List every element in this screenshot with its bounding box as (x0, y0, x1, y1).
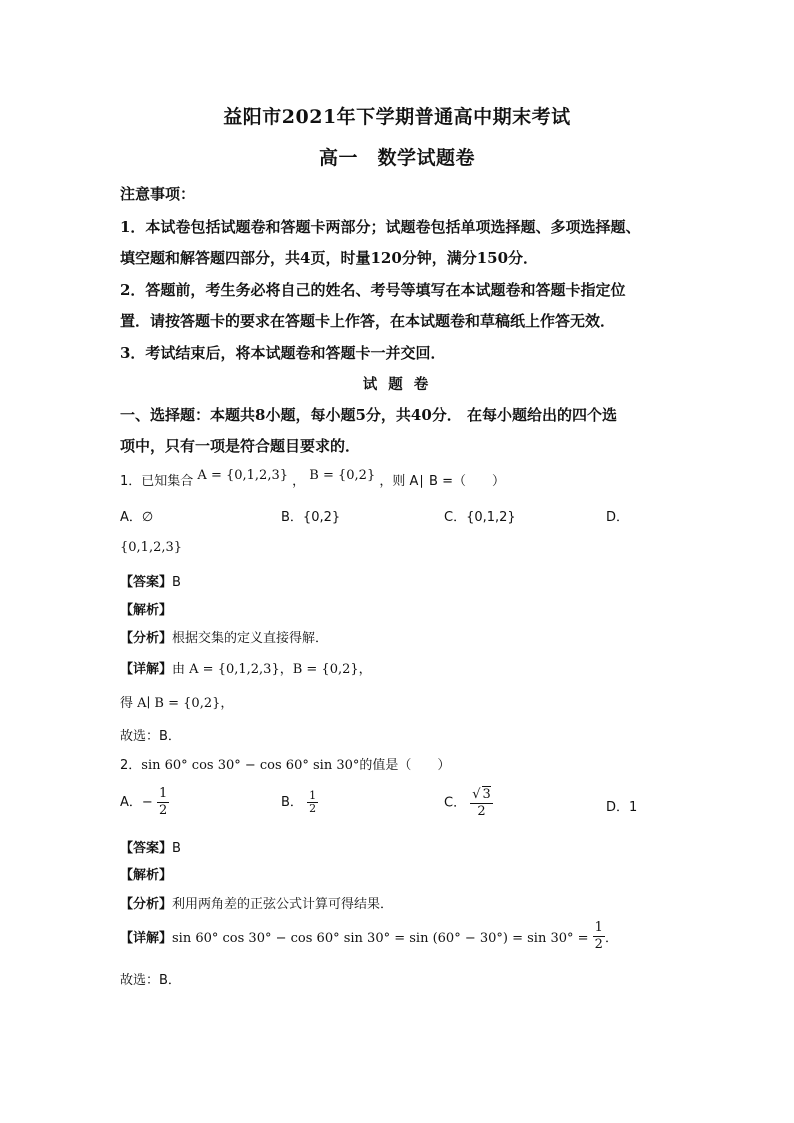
q1-sep: ， (292, 474, 306, 489)
q2-option-a-label: A．− (120, 795, 153, 810)
q2-answer-value: B (172, 841, 181, 856)
q2-detail-end: ． (604, 931, 618, 946)
q2-option-b-label: B． (281, 795, 303, 810)
q1-option-b: B．{0,2} (281, 510, 341, 525)
q1-detail (120, 658, 372, 677)
q1-answer (120, 571, 181, 590)
q2-option-c-num: √ 3 (472, 787, 491, 802)
q1-tail: ，则 A∣ B =（ ） (379, 474, 505, 489)
notes-line-3: 2．答题前，考生务必将自己的姓名、考号等填写在本试题卷和答题卡指定位 (120, 281, 626, 299)
q1-option-c: C．{0,1,2} (444, 510, 516, 525)
q2-detail-label: 【详解】 (120, 931, 173, 946)
notes-line-1: 1．本试卷包括试题卷和答题卡两部分；试题卷包括单项选择题、多项选择题、 (120, 218, 641, 236)
q2-analysis-label: 【解析】 (120, 868, 173, 883)
q1-detail-label: 【详解】 (120, 662, 173, 677)
q1-set-a: A = {0,1,2,3} (197, 468, 288, 483)
q1-option-d-value: {0,1,2,3} (120, 540, 183, 555)
q2-prefix: 2． (120, 758, 142, 773)
q2-option-a-num: 1 (158, 786, 168, 801)
notes-line-4: 置．请按答题卡的要求在答题卡上作答，在本试题卷和草稿纸上作答无效． (120, 312, 616, 330)
q2-fenxi (120, 893, 393, 912)
page-title: 益阳市2021年下学期普通高中期末考试 (223, 106, 571, 128)
q1-answer-label: 【答案】 (120, 575, 173, 590)
q1-prefix: 1．已知集合 (120, 474, 194, 489)
q2-tail: 的值是（ ） (359, 758, 451, 773)
q2-option-b (281, 790, 318, 815)
section-label: 试 题 卷 (362, 376, 432, 393)
q2-option-c-radicand: 3 (482, 787, 491, 802)
notes-line-2: 填空题和解答题四部分，共4页，时量120分钟，满分150分． (120, 249, 539, 267)
q2-option-c-den: 2 (470, 803, 493, 820)
q2-option-d: D．1 (606, 800, 638, 815)
q1-set-b: B = {0,2} (309, 468, 376, 483)
q2-conclusion: 故选：B． (120, 973, 181, 988)
q1-fenxi-text: 根据交集的定义直接得解． (172, 631, 329, 646)
q2-option-b-fraction (307, 790, 318, 815)
page-subtitle: 高一 数学试题卷 (318, 147, 475, 169)
q2-detail (120, 922, 618, 955)
q2-option-a-fraction (157, 786, 169, 819)
q1-detail-2: 得 A∣ B = {0,2}， (120, 696, 234, 711)
section-heading-line-2: 项中，只有一项是符合题目要求的． (120, 437, 361, 455)
q2-answer (120, 837, 181, 856)
notes-line-5: 3．考试结束后，将本试题卷和答题卡一并交回． (120, 344, 446, 362)
q2-option-c-label: C． (444, 795, 467, 811)
section-heading-line-1: 一、选择题：本题共8小题，每小题5分，共40分． 在每小题给出的四个选 (120, 406, 617, 424)
q1-fenxi (120, 627, 328, 646)
q1-answer-value: B (172, 575, 181, 590)
question-2-stem (120, 754, 450, 773)
q2-option-c-fraction (470, 786, 493, 820)
q2-option-b-den: 2 (309, 802, 317, 815)
q2-option-c (444, 786, 493, 820)
q2-fenxi-text: 利用两角差的正弦公式计算可得结果． (172, 897, 394, 912)
q1-conclusion: 故选：B． (120, 729, 181, 744)
q2-option-b-num: 1 (309, 789, 317, 802)
notes-heading: 注意事项： (120, 185, 196, 203)
q2-detail-num: 1 (594, 920, 603, 935)
q1-analysis-label: 【解析】 (120, 603, 173, 618)
q1-option-d: D． (606, 510, 630, 525)
q2-answer-label: 【答案】 (120, 841, 173, 856)
q1-detail-text: 由 A = {0,1,2,3}，B = {0,2}， (172, 662, 372, 677)
q2-expression: sin 60° cos 30° − cos 60° sin 30° (141, 758, 360, 773)
question-1-stem (120, 470, 505, 489)
q2-option-a (120, 786, 169, 819)
q1-option-a: A．∅ (120, 510, 154, 525)
q2-fenxi-label: 【分析】 (120, 897, 173, 912)
q2-detail-text: sin 60° cos 30° − cos 60° sin 30° = sin (60° − 30°) = sin 30° = (172, 931, 589, 946)
q2-detail-den: 2 (594, 937, 603, 952)
q1-fenxi-label: 【分析】 (120, 631, 173, 646)
q2-option-a-den: 2 (158, 803, 168, 818)
q2-detail-fraction (593, 920, 605, 953)
